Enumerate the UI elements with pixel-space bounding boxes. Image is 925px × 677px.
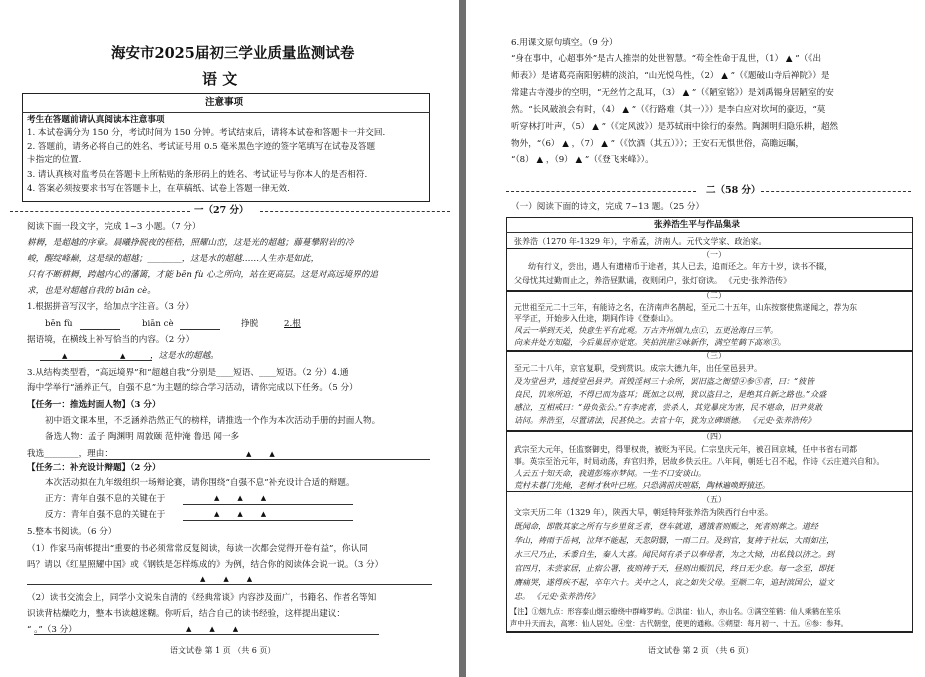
section-heading: 一（27 分）	[194, 205, 249, 216]
excerpt-line: 膺痛哭，遂得疾不起，卒年六十。关中之人，哀之如失父母。至顺二年，追封滨国公，谥文	[514, 578, 834, 587]
dotted-word: 挣脱	[241, 319, 259, 329]
answer-line[interactable]	[183, 520, 353, 521]
question-5-2: （2）读书交流会上，同学小文说朱自清的《经典常谈》内容涉及面广，书籍名、作者名等知	[27, 593, 377, 603]
section-heading: 二（58 分）	[706, 185, 761, 196]
notice-title: 注意事项	[205, 97, 244, 108]
dotted-word: 2.根	[284, 319, 301, 329]
question-2: 据语境，在横线上补写恰当的内容。（2 分）	[27, 335, 195, 345]
fill-line: 然。“长风破浪会有时，（4） ▲ ”（《行路难（其一）》）是李白应对坎坷的豪迈，“莫	[511, 105, 826, 115]
excerpt-number: （二）	[702, 291, 726, 300]
excerpt-number: （三）	[702, 351, 726, 360]
choice-line: 我选________，理由：	[27, 449, 113, 459]
excerpt-line: 良民，饥寒所迫，不得已而为盗耳；既加之以刑，犹以盗目之，是绝其自新之路也。”众盛	[514, 390, 827, 399]
pro-side: 正方：青年自强不息的关键在于	[45, 494, 166, 504]
passage-line: 耕耨，是超越的序章。晨曦挣脱夜的桎梏，照耀山峦，这是光的超越；藤蔓攀附岩的冷	[27, 238, 354, 248]
question-intro: 阅读下面一段文字，完成 1~3 小题。（7 分）	[27, 222, 201, 232]
exam-page-1	[0, 0, 459, 677]
fill-line: “（8） ▲ ，（9） ▲ ”（《登飞来峰》）。	[511, 155, 654, 165]
candidate-list: 备选人物：孟子 陶渊明 周敦颐 范仲淹 鲁迅 闻一多	[45, 432, 240, 442]
notice-heading: 考生在答题前请认真阅读本注意事项	[27, 115, 165, 125]
answer-line[interactable]	[80, 329, 120, 330]
question-3: 3.从结构类型看，“高远境界”和“超越自我”分别是____短语、____短语。（2 分）4.通	[27, 368, 349, 378]
excerpt-line: 事。英宗至治元年，时局动荡，弃官归养，居故乡佚云庄。八年间，朝廷七召不起，作诗《云庄道兴自和》。	[514, 457, 885, 466]
question-1: 1.根据拼音写汉字，给加点字注音。（3 分）	[27, 302, 194, 312]
excerpt-line: 水三尺乃止，禾黍自生，秦人大喜。闻民间有杀子以奉母者，为之大恸，出私钱以济之。到	[514, 550, 834, 559]
notice-item: 3. 请认真核对监考员在答题卡上所粘贴的条形码上的姓名、考试证号与你本人的是否相符.	[27, 170, 368, 180]
pinyin-blank: biān cè	[142, 319, 174, 329]
exam-title: 海安市2025届初三学业质量监测试卷	[111, 45, 355, 62]
question-5-1: 吗？请以《红星照耀中国》或《钢铁是怎样炼成的》为例，结合你的阅读体会说一说。（3 分）	[27, 560, 384, 570]
fill-line: “身在事中，心超事外”是古人推崇的处世智慧。“苟全性命于乱世，（1） ▲ ”（《出	[511, 54, 822, 64]
table-title: 张养浩生平与作品集录	[654, 220, 740, 230]
part-heading: （一）阅读下面的诗文，完成 7~13 题。（25 分）	[511, 202, 705, 212]
task-heading: 【任务一：推选封面人物】（3 分）	[27, 400, 161, 410]
question-5-1: （1）作家马南邨提出“重要的书必须常常反复阅读，每读一次都会觉得开卷有益”，你认同	[27, 544, 368, 554]
excerpt-line: 及为堂邑尹，选授堂邑县尹。首毁淫祠三十余所，罢旧盗之衙望④参⑤者，曰：“彼皆	[514, 377, 815, 386]
page-footer: 语文试卷 第 1 页 （共 6 页）	[170, 646, 276, 655]
divider	[22, 112, 430, 113]
fill-line: 听穿林打叶声，（5） ▲ ”（《定风波》）是苏轼雨中徐行的泰然。陶渊明归隐乐耕，超然	[511, 122, 839, 132]
page-footer: 语文试卷 第 2 页 （共 6 页）	[648, 646, 754, 655]
task-text: 初中语文课本里，不乏涵养浩然正气的榜样，请推选一个作为本次活动手册的封面人物。	[45, 416, 381, 426]
con-side: 反方：青年自强不息的关键在于	[45, 510, 166, 520]
answer-marker: ▲	[62, 352, 86, 360]
notice-item: 1. 本试卷满分为 150 分，考试时间为 150 分钟。考试结束后，请将本试卷和答题卡一并交回.	[27, 128, 386, 138]
task-heading: 【任务二：补充设计辩题】（2 分）	[27, 463, 161, 473]
annotation-note: 【注】①烟九点：形容泰山烟云缭绕中群峰罗屿。②洪崖：仙人，亦山名。③满空笙鹤：仙人乘鹤在笙乐	[510, 607, 841, 616]
excerpt-line: 父母忧其过勤而止之，养浩昼默诵，夜则闭户，张灯窃读。 《元史·张养浩传》	[514, 276, 792, 285]
question-5-2: 识读背枯燥吃力，整本书读越迷糊。你听后，结合自己的读书经验，这样提出建议：	[27, 609, 345, 619]
excerpt-line: 忠。 《元史·张养浩传》	[514, 592, 600, 601]
question-6: 6.用课文原句填空。（9 分）	[511, 38, 618, 48]
excerpt-number: （四）	[702, 432, 726, 441]
divider	[260, 211, 450, 212]
answer-marker: ▲▲▲	[186, 625, 257, 633]
exam-page-2	[466, 0, 925, 677]
answer-marker: ▲▲▲	[200, 575, 271, 583]
subject-title: 语 文	[202, 70, 238, 88]
poem-line: 人云五十知天命，我道彭殇亦梦间。一生不口安谈山。	[514, 469, 706, 478]
excerpt-line: 武宗至大元年，任监察御史，得罪权贵，被贬为平民。仁宗皇庆元年，被召回京城，任中书省右司都	[514, 445, 858, 454]
excerpt-line: 官四月，未尝家居，止宿公署，夜则祷于天，昼则出赈饥民，终日无少怠。每一念至，即抚	[514, 564, 834, 573]
question-5: 5.整本书阅读。（6 分）	[27, 527, 117, 537]
excerpt-number: （五）	[702, 495, 726, 504]
pinyin-blank: bēn fù	[45, 319, 73, 329]
notice-item: 2. 答题前，请务必将自己的姓名、考试证号用 0.5 毫米黑色字迹的签字笔填写在试卷及答题	[27, 142, 376, 152]
divider	[761, 191, 911, 192]
answer-line[interactable]	[183, 504, 353, 505]
notice-item: 4. 答案必须按要求书写在答题卡上，在草稿纸、试卷上答题一律无效.	[27, 184, 290, 194]
notice-item: 卡指定的位置.	[27, 155, 82, 165]
question-4: 海中学举行“涵养正气，自强不息”为主题的综合学习活动，请你完成以下任务。（5 分）	[27, 383, 358, 393]
excerpt-line: 感泣，互相戒曰：“毋负张公。”有李虎者，尝杀人，其党暴戾为害，民不堪命，旧尹莫敢	[514, 403, 823, 412]
annotation-note: 声中升天而去，高寒：仙人居处。④堂：古代朝堂，使更的通称。⑤朔望：每月初一、十五。⑥参：参拜。	[510, 619, 848, 628]
answer-marker: ▲▲▲	[214, 510, 285, 518]
excerpt-line: 平学正，开始步入仕途，期间作诗《登泰山》。	[514, 314, 678, 323]
poem-line: 向来井处方知隘，今后巢居亦觉宽。笑拍洪崖②咏新作，满空笙鹤下高寒③。	[514, 338, 786, 347]
excerpt-line: 诘问。养浩至，尽置诸法，民甚快之。去官十年，犹为立碑颂德。 《元史·张养浩传》	[514, 416, 816, 425]
divider	[506, 191, 696, 192]
excerpt-line: 华山，祷雨于岳祠，泣拜不能起，天忽阴翳，一雨二日。及到官，复祷于社坛，大雨如注，	[514, 536, 834, 545]
fill-line: 师表》）是诸葛亮南阳躬耕的淡泊，“山光悦鸟性，（2） ▲ ”（《题破山寺后禅院》）是	[511, 71, 830, 81]
passage-line: 只有不断耕耨，跨越内心的藩篱，才能 bēn fù 心之所向，站在更高层。这是对高远境界的追	[27, 270, 379, 280]
question-2-tail: ，这是水的超越。	[150, 351, 219, 361]
passage-line: 求，也是对超越自我的 biān cè。	[27, 286, 156, 296]
fill-line: 物外，“（6） ▲ ，（7） ▲ ”（《饮酒（其五）》）；王安石无惧世俗，高瞻远瞩，	[511, 139, 805, 149]
poem-line: 荒村未暮门先掩，老树才秋叶已班。只恐满前庆喧聒，陶林遍唤野猿还。	[514, 481, 770, 490]
divider	[10, 211, 190, 212]
poem-line: 风云一举到天关，快意生平有此观。万古齐州烟九点①，五更沧海日三竿。	[514, 326, 778, 335]
bio-line: 张养浩（1270 年-1329 年），字希孟，济南人。元代文学家、政治家。	[514, 237, 767, 246]
answer-marker: ▲▲▲	[214, 494, 285, 502]
excerpt-line: 至元二十八年，京官复职，受到赏识。成宗大德九年，出任堂邑县尹。	[514, 364, 762, 373]
excerpt-line: 文宗天历二年（1329 年），陕西大旱，朝廷特拜张养浩为陕西行台中丞。	[514, 508, 773, 517]
excerpt-line: 元世祖至元二十三年，有能诗之名，在济南声名鹊起，至元二十五年，山东按察使焦遂闻之，荐为东	[514, 303, 858, 312]
answer-line[interactable]	[40, 360, 152, 361]
excerpt-line: 既闻命，即散其家之所有与乡里贫乏者，登车就道，遇饿者则赈之，死者则葬之。道经	[514, 522, 818, 531]
passage-line: 峻，醒绽峰巅，这是绿的超越；________，这是水的超越……人生亦是如此，	[27, 254, 320, 264]
suggestion-line: “ 。”（3 分）	[27, 625, 77, 635]
answer-marker: ▲▲	[246, 450, 293, 458]
answer-line[interactable]	[180, 329, 220, 330]
answer-marker: ▲	[120, 352, 144, 360]
divider	[506, 232, 912, 233]
task-text: 本次活动拟在九年级组织一场辩论赛，请你围绕“自强不息”补充设计合适的辩题。	[45, 478, 355, 488]
excerpt-line: 幼有行义，尝出，遇人有遗楮币于途者，其人已去，追而还之。年方十岁，读书不辍，	[528, 262, 832, 271]
excerpt-number: （一）	[702, 250, 726, 259]
fill-line: 常建古寺漫步的空明，“无丝竹之乱耳，（3） ▲ ”（《陋室铭》）是刘禹锡身居陋室的安	[511, 88, 834, 98]
